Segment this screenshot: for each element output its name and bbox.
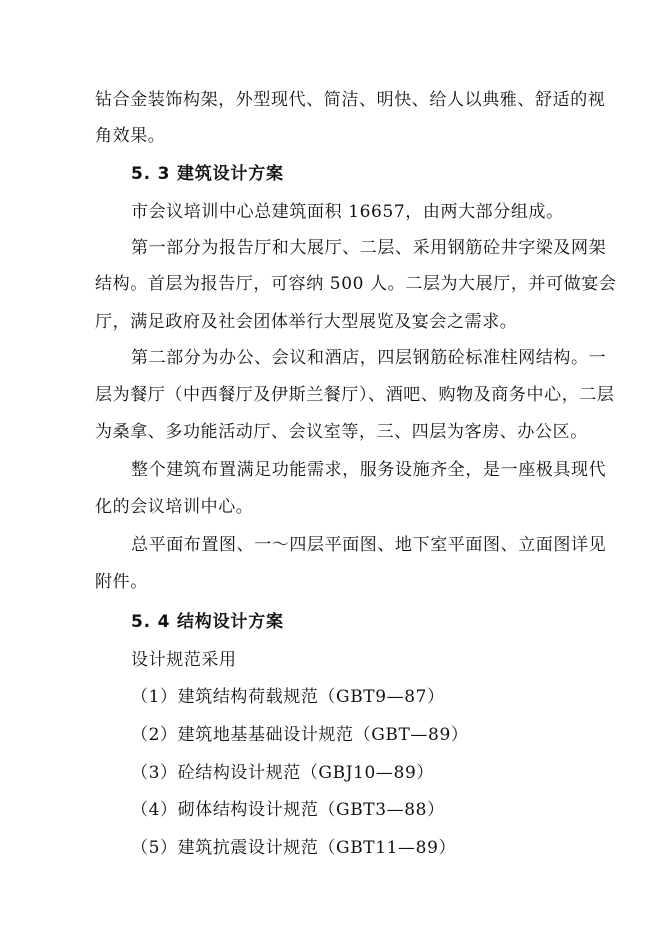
paragraph-line: 层为餐厅（中西餐厅及伊斯兰餐厅）、酒吧、购物及商务中心，二层 <box>95 385 615 405</box>
paragraph-line: 第二部分为办公、会议和酒店，四层钢筋砼标准柱网结构。一 <box>131 348 607 368</box>
paragraph-line: 市会议培训中心总建筑面积 16657，由两大部分组成。 <box>131 202 564 222</box>
section-title: 结构设计方案 <box>177 612 284 632</box>
paragraph-line: 角效果。 <box>95 126 166 146</box>
list-item: （4）砌体结构设计规范（GBT3—88） <box>131 800 445 820</box>
paragraph-line: 整个建筑布置满足功能需求，服务设施齐全，是一座极具现代 <box>131 460 607 480</box>
paragraph-line: 化的会议培训中心。 <box>95 497 254 517</box>
paragraph-line: 结构。首层为报告厅，可容纳 500 人。二层为大展厅，并可做宴会 <box>95 274 617 294</box>
paragraph-line: 厅，满足政府及社会团体举行大型展览及宴会之需求。 <box>95 312 518 332</box>
section-heading-5-4 <box>131 610 284 634</box>
paragraph-line: 钻合金装饰构架，外型现代、简洁、明快、给人以典雅、舒适的视 <box>95 90 606 110</box>
paragraph-line: 附件。 <box>95 572 148 592</box>
list-item: （2）建筑地基基础设计规范（GBT—89） <box>131 725 469 745</box>
paragraph-line: 第一部分为报告厅和大展厅、二层、采用钢筋砼井字梁及网架 <box>131 238 607 258</box>
paragraph-line: 为桑拿、多功能活动厅、会议室等，三、四层为客房、办公区。 <box>95 422 588 442</box>
section-heading-5-3 <box>131 162 284 186</box>
section-title: 建筑设计方案 <box>177 164 284 184</box>
list-item: （1）建筑结构荷载规范（GBT9—87） <box>131 687 445 707</box>
section-number: 5. 3 <box>131 164 171 184</box>
paragraph-line: 总平面布置图、一～四层平面图、地下室平面图、立面图详见 <box>131 535 607 555</box>
list-item: （3）砼结构设计规范（GBJ10—89） <box>131 763 434 783</box>
paragraph-line: 设计规范采用 <box>131 650 237 670</box>
section-number: 5. 4 <box>131 612 171 632</box>
list-item: （5）建筑抗震设计规范（GBT11—89） <box>131 838 457 858</box>
